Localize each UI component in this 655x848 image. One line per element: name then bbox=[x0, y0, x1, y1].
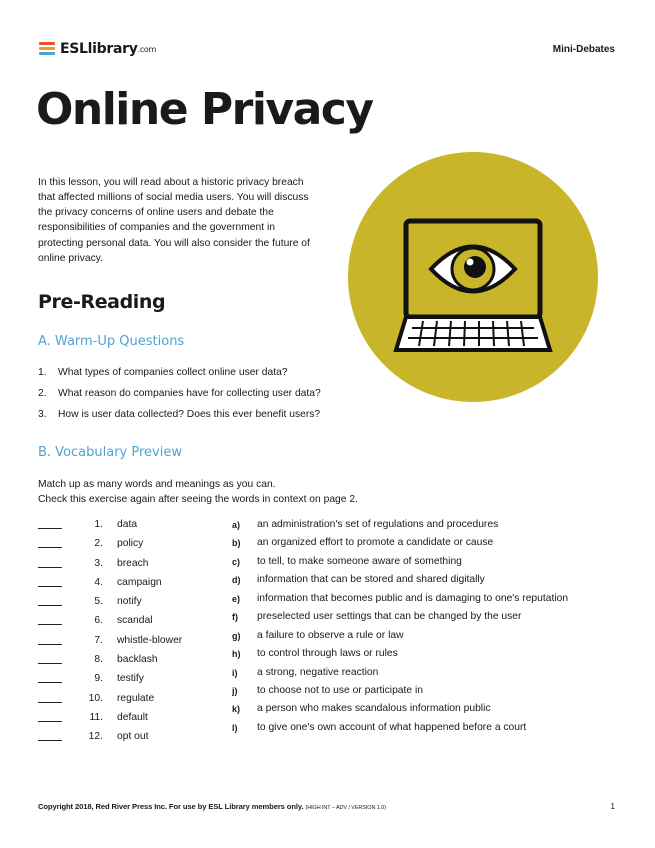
footer-copyright: Copyright 2018, Red River Press Inc. For use by ESL Library members only. (HIGH INT – ADV / VERSION 1.0) bbox=[38, 802, 386, 811]
esl-library-logo bbox=[38, 38, 156, 60]
section-label: Mini-Debates bbox=[552, 44, 615, 55]
definition-row: b) an organized effort to promote a candidate or cause bbox=[232, 537, 494, 549]
vocab-instructions: Match up as many words and meanings as you can. Check this exercise again after seeing the words in context on page 2. bbox=[38, 479, 358, 505]
definition-row: k) a person who makes scandalous information public bbox=[232, 703, 491, 715]
vocab-word-row: 11. default bbox=[38, 712, 182, 731]
vocab-word-list bbox=[38, 519, 182, 751]
vocab-word-row: 8. backlash bbox=[38, 654, 182, 673]
answer-blank[interactable] bbox=[38, 519, 62, 529]
vocab-word-row: 2. policy bbox=[38, 538, 182, 557]
vocab-word-row: 10. regulate bbox=[38, 693, 182, 712]
definition-row: f) preselected user settings that can be changed by the user bbox=[232, 611, 522, 623]
answer-blank[interactable] bbox=[38, 712, 62, 722]
answer-blank[interactable] bbox=[38, 635, 62, 645]
definition-row: a) an administration's set of regulations and procedures bbox=[232, 519, 499, 530]
answer-blank[interactable] bbox=[38, 577, 62, 587]
answer-blank[interactable] bbox=[38, 693, 62, 703]
definition-row: c) to tell, to make someone aware of something bbox=[232, 555, 462, 567]
logo-text: ESLlibrary bbox=[60, 41, 138, 57]
question-item: 1. What types of companies collect online user data? bbox=[38, 367, 288, 378]
warmup-heading: A. Warm-Up Questions bbox=[38, 334, 185, 349]
intro-paragraph: In this lesson, you will read about a historic privacy breach that affected millions of social media users. You will discuss the privacy concerns of online users and debate the responsibilities of companies and the government in protecting personal data. You will also consider the future of online privacy. bbox=[38, 177, 310, 264]
question-item: 3. How is user data collected? Does this ever benefit users? bbox=[38, 409, 321, 420]
answer-blank[interactable] bbox=[38, 615, 62, 625]
definition-row: i) a strong, negative reaction bbox=[232, 666, 379, 678]
logo-icon bbox=[38, 40, 56, 58]
pre-reading-heading: Pre-Reading bbox=[38, 291, 166, 313]
footer-version: (HIGH INT – ADV / VERSION 1.0) bbox=[305, 805, 386, 811]
logo-suffix: .com bbox=[137, 44, 157, 54]
answer-blank[interactable] bbox=[38, 731, 62, 741]
definition-row: g) a failure to observe a rule or law bbox=[232, 629, 404, 641]
question-item: 2. What reason do companies have for collecting user data? bbox=[38, 388, 321, 399]
vocab-heading: B. Vocabulary Preview bbox=[38, 445, 182, 460]
vocab-word-row: 5. notify bbox=[38, 596, 182, 615]
vocab-word-row: 9. testify bbox=[38, 673, 182, 692]
vocab-word-row: 7. whistle-blower bbox=[38, 635, 182, 654]
vocab-word-row: 4. campaign bbox=[38, 577, 182, 596]
definition-row: l) to give one's own account of what happened before a court bbox=[232, 721, 527, 733]
vocab-word-row: 6. scandal bbox=[38, 615, 182, 634]
definition-row: h) to control through laws or rules bbox=[232, 648, 398, 660]
vocab-word-row: 1. data bbox=[38, 519, 182, 538]
laptop-eye-icon bbox=[348, 152, 598, 402]
page-title: Online Privacy bbox=[36, 84, 373, 135]
definition-row: j) to choose not to use or participate in bbox=[232, 684, 423, 696]
vocab-word-row: 3. breach bbox=[38, 558, 182, 577]
answer-blank[interactable] bbox=[38, 558, 62, 568]
vocab-definition-list bbox=[232, 519, 568, 740]
warmup-questions bbox=[38, 367, 321, 430]
answer-blank[interactable] bbox=[38, 654, 62, 664]
definition-row: e) information that becomes public and is damaging to one's reputation bbox=[232, 592, 569, 604]
answer-blank[interactable] bbox=[38, 596, 62, 606]
answer-blank[interactable] bbox=[38, 538, 62, 548]
vocab-word-row: 12. opt out bbox=[38, 731, 182, 750]
page-number: 1 bbox=[610, 802, 615, 811]
definition-row: d) information that can be stored and shared digitally bbox=[232, 574, 485, 586]
answer-blank[interactable] bbox=[38, 673, 62, 683]
